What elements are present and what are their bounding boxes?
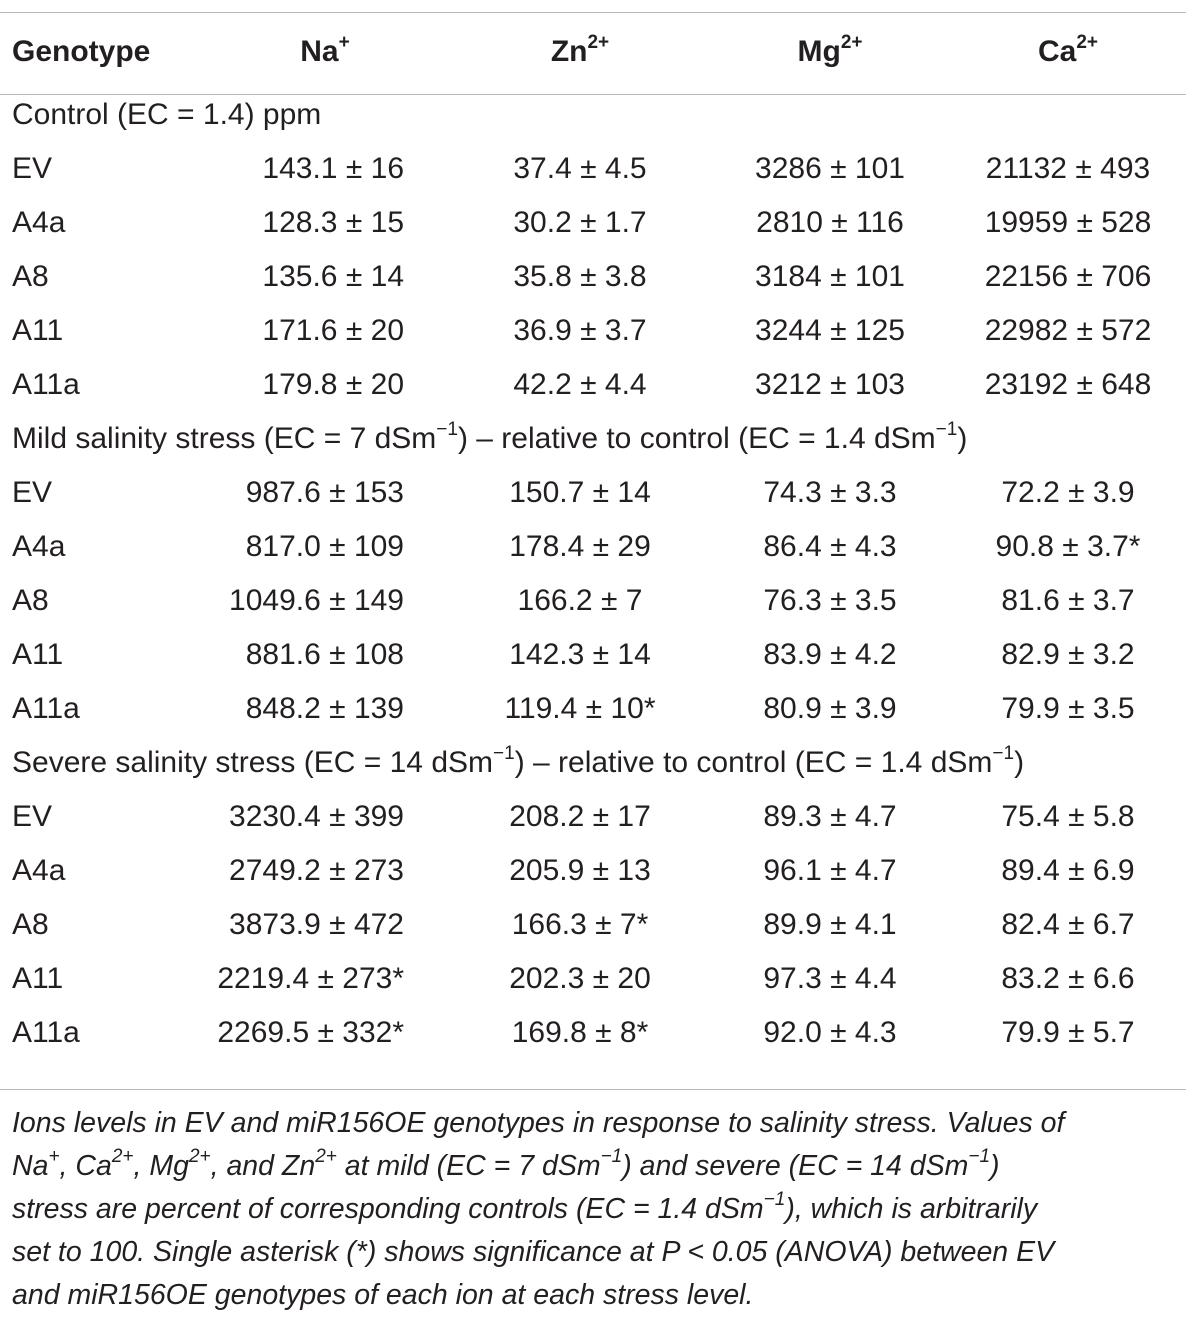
genotype-cell: A11: [12, 962, 64, 995]
caption-line: [12, 1188, 1188, 1231]
na-cell: 2219.4 ± 273*: [217, 962, 404, 995]
ca-cell: 75.4 ± 5.8: [1001, 800, 1135, 833]
caption-superscript: −1: [968, 1146, 991, 1167]
section-title: [0, 88, 1186, 142]
zn-cell: 166.3 ± 7*: [511, 908, 649, 941]
na-cell: 2749.2 ± 273: [229, 854, 404, 887]
bottom-rule: [0, 1089, 1186, 1090]
ca-cell: 72.2 ± 3.9: [1001, 476, 1135, 509]
mg-cell: 80.9 ± 3.9: [763, 692, 897, 725]
caption-text: at mild (EC = 7 dSm: [336, 1150, 601, 1182]
ca-cell: 22156 ± 706: [984, 260, 1152, 293]
table-row: [0, 682, 1186, 736]
caption-text: Na: [12, 1150, 49, 1182]
zn-cell: 150.7 ± 14: [509, 476, 651, 509]
ca-cell: 81.6 ± 3.7: [1001, 584, 1135, 617]
caption-superscript: 2+: [188, 1146, 211, 1167]
ca-cell: 82.4 ± 6.7: [1001, 908, 1135, 941]
header-ca: [950, 16, 1186, 88]
mg-cell: 76.3 ± 3.5: [763, 584, 897, 617]
mg-cell: 83.9 ± 4.2: [763, 638, 897, 671]
ca-cell: 79.9 ± 5.7: [1001, 1016, 1135, 1049]
na-cell: 135.6 ± 14: [262, 260, 404, 293]
genotype-cell: A4a: [12, 854, 66, 887]
zn-cell: 169.8 ± 8*: [511, 1016, 649, 1049]
zn-cell: 208.2 ± 17: [509, 800, 651, 833]
caption-text: and miR156OE genotypes of each ion at each stress level.: [12, 1279, 754, 1311]
zn-cell: 202.3 ± 20: [509, 962, 651, 995]
zn-cell: 178.4 ± 29: [509, 530, 651, 563]
ion-levels-table: [0, 16, 1186, 1060]
genotype-cell: A4a: [12, 530, 66, 563]
mg-cell: 3212 ± 103: [755, 368, 905, 401]
mg-cell: 3286 ± 101: [755, 152, 905, 185]
caption-superscript: −1: [600, 1146, 623, 1167]
caption-superscript: −1: [763, 1189, 786, 1210]
caption-line: [12, 1274, 1188, 1317]
table-body: [0, 88, 1186, 1060]
zn-cell: 119.4 ± 10*: [504, 692, 656, 725]
caption-text: set to 100. Single asterisk (*) shows significance at P < 0.05 (ANOVA) between EV: [12, 1236, 1055, 1268]
section-header-row: [0, 736, 1186, 790]
table-row: [0, 466, 1186, 520]
genotype-cell: A4a: [12, 206, 66, 239]
genotype-cell: A11a: [12, 692, 80, 725]
header-zn-charge: 2+: [587, 32, 610, 53]
header-na: [200, 16, 450, 88]
na-cell: 143.1 ± 16: [262, 152, 404, 185]
table-row: [0, 142, 1186, 196]
section-title-exponent: −1: [436, 419, 458, 440]
mg-cell: 86.4 ± 4.3: [763, 530, 897, 563]
table-row: [0, 574, 1186, 628]
genotype-cell: A8: [12, 260, 49, 293]
na-cell: 987.6 ± 153: [245, 476, 404, 509]
section-header-row: [0, 88, 1186, 142]
header-mg-charge: 2+: [840, 32, 863, 53]
caption-text: , Ca: [59, 1150, 112, 1182]
genotype-cell: EV: [12, 476, 53, 509]
ca-cell: 22982 ± 572: [984, 314, 1152, 347]
table-row: [0, 196, 1186, 250]
mg-cell: 74.3 ± 3.3: [763, 476, 897, 509]
caption-text: ) and severe (EC = 14 dSm: [622, 1150, 969, 1182]
header-zn-label: Zn: [550, 35, 588, 68]
caption-text: ), which is arbitrarily: [785, 1193, 1038, 1225]
table-row: [0, 1006, 1186, 1060]
caption-line: [12, 1145, 1188, 1188]
na-cell: 817.0 ± 109: [245, 530, 404, 563]
genotype-cell: A11: [12, 314, 64, 347]
section-title-exponent: −1: [992, 743, 1015, 764]
zn-cell: 35.8 ± 3.8: [513, 260, 647, 293]
table-row: [0, 952, 1186, 1006]
header-mg: [710, 16, 950, 88]
header-zn: [450, 16, 710, 88]
ca-cell: 82.9 ± 3.2: [1001, 638, 1135, 671]
na-cell: 128.3 ± 15: [262, 206, 404, 239]
genotype-cell: A11a: [12, 368, 80, 401]
ca-cell: 21132 ± 493: [985, 152, 1151, 185]
caption-text: , Mg: [133, 1150, 189, 1182]
table-row: [0, 358, 1186, 412]
mg-cell: 3184 ± 101: [755, 260, 905, 293]
section-title-text: ) – relative to control (EC = 1.4 dSm: [514, 746, 993, 779]
ca-cell: 19959 ± 528: [984, 206, 1152, 239]
na-cell: 848.2 ± 139: [245, 692, 404, 725]
caption-line: [12, 1102, 1188, 1145]
genotype-cell: EV: [12, 152, 53, 185]
section-title-exponent: −1: [493, 743, 515, 764]
header-genotype: Genotype: [12, 35, 151, 68]
zn-cell: 205.9 ± 13: [509, 854, 651, 887]
ca-cell: 83.2 ± 6.6: [1001, 962, 1135, 995]
header-mg-label: Mg: [797, 35, 841, 68]
genotype-cell: A8: [12, 908, 49, 941]
mg-cell: 2810 ± 116: [756, 206, 904, 239]
header-ca-label: Ca: [1037, 35, 1077, 68]
na-cell: 3873.9 ± 472: [229, 908, 404, 941]
section-title-text: ): [957, 422, 968, 455]
table-row: [0, 304, 1186, 358]
table-row: [0, 628, 1186, 682]
na-cell: 2269.5 ± 332*: [217, 1016, 404, 1049]
section-title-text: Severe salinity stress (EC = 14 dSm: [12, 746, 494, 779]
zn-cell: 42.2 ± 4.4: [513, 368, 647, 401]
ca-cell: 23192 ± 648: [984, 368, 1152, 401]
na-cell: 1049.6 ± 149: [229, 584, 404, 617]
zn-cell: 166.2 ± 7: [517, 584, 643, 617]
section-title-text: Mild salinity stress (EC = 7 dSm: [12, 422, 437, 455]
ca-cell: 79.9 ± 3.5: [1001, 692, 1135, 725]
section-title-text: Control (EC = 1.4) ppm: [12, 98, 322, 131]
section-title: [0, 736, 1186, 790]
zn-cell: 30.2 ± 1.7: [513, 206, 647, 239]
caption-superscript: +: [48, 1146, 60, 1167]
header-na-charge: +: [338, 32, 350, 53]
zn-cell: 36.9 ± 3.7: [513, 314, 647, 347]
na-cell: 171.6 ± 20: [262, 314, 404, 347]
mg-cell: 3244 ± 125: [755, 314, 905, 347]
caption-text: Ions levels in EV and miR156OE genotypes in response to salinity stress. Values of: [12, 1107, 1065, 1139]
section-header-row: [0, 412, 1186, 466]
ca-cell: 90.8 ± 3.7*: [995, 530, 1141, 563]
section-title-exponent: −1: [935, 419, 958, 440]
mg-cell: 97.3 ± 4.4: [763, 962, 897, 995]
header-row: [0, 16, 1186, 88]
mg-cell: 92.0 ± 4.3: [763, 1016, 897, 1049]
section-title-text: ): [1014, 746, 1025, 779]
caption-superscript: 2+: [315, 1146, 337, 1167]
caption-superscript: 2+: [111, 1146, 134, 1167]
caption-text: , and Zn: [210, 1150, 316, 1182]
section-title-text: ) – relative to control (EC = 1.4 dSm: [457, 422, 936, 455]
na-cell: 881.6 ± 108: [245, 638, 404, 671]
genotype-cell: EV: [12, 800, 53, 833]
genotype-cell: A8: [12, 584, 49, 617]
na-cell: 179.8 ± 20: [262, 368, 404, 401]
table-row: [0, 790, 1186, 844]
caption-text: ): [990, 1150, 1000, 1182]
mg-cell: 96.1 ± 4.7: [763, 854, 897, 887]
section-title: [0, 412, 1186, 466]
table-row: [0, 898, 1186, 952]
table-caption: [12, 1102, 1188, 1317]
zn-cell: 37.4 ± 4.5: [513, 152, 647, 185]
ca-cell: 89.4 ± 6.9: [1001, 854, 1135, 887]
top-rule: [0, 12, 1186, 13]
mg-cell: 89.9 ± 4.1: [763, 908, 897, 941]
zn-cell: 142.3 ± 14: [509, 638, 651, 671]
genotype-cell: A11a: [12, 1016, 80, 1049]
genotype-cell: A11: [12, 638, 64, 671]
table-row: [0, 250, 1186, 304]
header-na-label: Na: [300, 35, 339, 68]
header-ca-charge: 2+: [1076, 32, 1099, 53]
table-row: [0, 844, 1186, 898]
table-row: [0, 520, 1186, 574]
caption-text: stress are percent of corresponding controls (EC = 1.4 dSm: [12, 1193, 764, 1225]
mg-cell: 89.3 ± 4.7: [763, 800, 897, 833]
caption-line: [12, 1231, 1188, 1274]
na-cell: 3230.4 ± 399: [229, 800, 404, 833]
